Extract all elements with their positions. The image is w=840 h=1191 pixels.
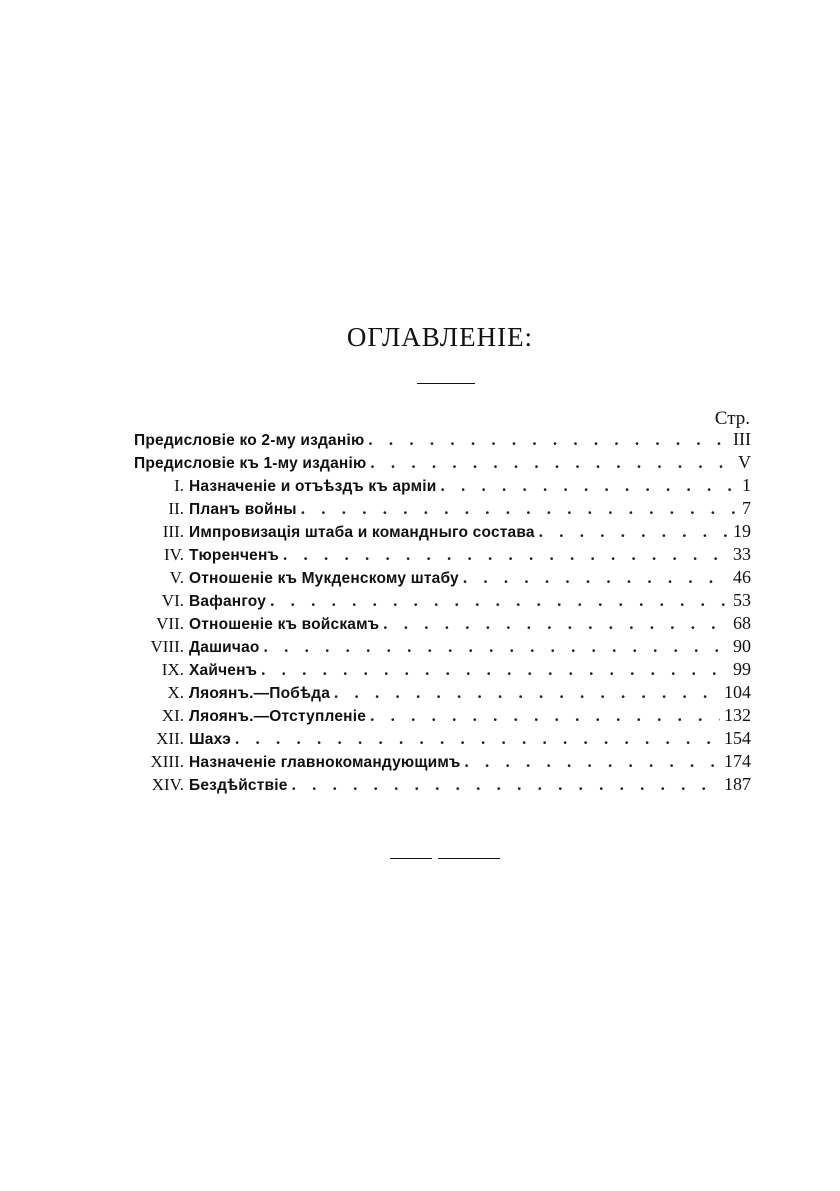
toc-entry-chapter-9: [134, 658, 751, 681]
toc-entry-label: Бездѣйствіе: [189, 777, 288, 794]
dot-leader: [368, 428, 729, 451]
closing-rule-gap: [432, 856, 438, 861]
toc-entry-page: 46: [733, 567, 751, 587]
dot-leader: [383, 612, 729, 635]
toc-entry-label: Предисловіе къ 1-му изданію: [134, 455, 367, 472]
toc-entry-page: 174: [724, 751, 751, 771]
toc-entry-number: II.: [168, 499, 184, 518]
dot-leader: [283, 543, 729, 566]
dot-leader: [539, 520, 729, 543]
toc-entry-page: III: [733, 429, 751, 449]
toc-entry-number: IX.: [161, 660, 184, 679]
toc-entry-page: 90: [733, 636, 751, 656]
dot-leader: [334, 681, 720, 704]
toc-entry-chapter-13: [134, 750, 751, 773]
toc-entry-chapter-12: [134, 727, 751, 750]
toc-entry-page: 104: [724, 682, 751, 702]
page-column-label: Стр.: [714, 408, 750, 429]
dot-leader: [261, 658, 729, 681]
toc-entry-label: Ляоянъ.—Отступленіе: [189, 708, 367, 725]
toc-entry-chapter-2: [134, 497, 751, 520]
toc-entry-page: 53: [733, 590, 751, 610]
toc-entry-number: XIV.: [151, 775, 184, 794]
toc-entry-page: 68: [733, 613, 751, 633]
toc-entry-number: XII.: [156, 729, 184, 748]
toc-entry-page: V: [738, 452, 751, 472]
toc-entry-label: Назначеніе и отъѣздъ къ арміи: [189, 478, 437, 495]
toc-entry-label: Назначеніе главнокомандующимъ: [189, 754, 461, 771]
toc-entry-preface-2: [134, 428, 751, 451]
toc-entry-number: IV.: [164, 545, 184, 564]
dot-leader: [264, 635, 729, 658]
toc-entry-page: 187: [724, 774, 751, 794]
toc-entry-number: VI.: [161, 591, 184, 610]
toc-entry-label: Импровизація штаба и командныго состава: [189, 524, 535, 541]
toc-entry-chapter-4: [134, 543, 751, 566]
closing-rule: [390, 858, 500, 859]
toc-entry-chapter-1: [134, 474, 751, 497]
toc-entry-number: XIII.: [150, 752, 184, 771]
toc-entry-label: Ляоянъ.—Побѣда: [189, 685, 331, 702]
page-title: ОГЛАВЛЕНІЕ:: [346, 322, 534, 352]
toc-entry-page: 19: [733, 521, 751, 541]
toc-entry-label: Шахэ: [189, 731, 231, 748]
toc-entry-label: Отношеніе къ Мукденскому штабу: [189, 570, 459, 587]
dot-leader: [463, 566, 729, 589]
dot-leader: [465, 750, 720, 773]
toc-entry-chapter-14: [134, 773, 751, 796]
toc-entry-label: Тюренченъ: [189, 547, 280, 564]
dot-leader: [301, 497, 738, 520]
table-of-contents: [134, 428, 751, 796]
toc-entry-number: XI.: [161, 706, 184, 725]
toc-entry-page: 1: [742, 475, 751, 495]
toc-entry-preface-1: [134, 451, 751, 474]
toc-entry-label: Дашичао: [189, 639, 260, 656]
toc-entry-number: X.: [167, 683, 184, 702]
toc-entry-label: Хайченъ: [189, 662, 258, 679]
toc-entry-chapter-7: [134, 612, 751, 635]
toc-entry-number: V.: [169, 568, 184, 587]
toc-entry-chapter-8: [134, 635, 751, 658]
toc-entry-chapter-3: [134, 520, 751, 543]
toc-entry-page: 7: [742, 498, 751, 518]
toc-entry-page: 33: [733, 544, 751, 564]
dot-leader: [370, 451, 734, 474]
dot-leader: [270, 589, 729, 612]
dot-leader: [235, 727, 720, 750]
toc-entry-chapter-11: [134, 704, 751, 727]
toc-entry-chapter-5: [134, 566, 751, 589]
toc-entry-label: Планъ войны: [189, 501, 297, 518]
toc-entry-number: I.: [174, 476, 184, 495]
title-divider: [417, 383, 475, 384]
toc-entry-page: 132: [724, 705, 751, 725]
toc-entry-label: Отношеніе къ войскамъ: [189, 616, 380, 633]
toc-entry-chapter-6: [134, 589, 751, 612]
toc-entry-number: VIII.: [150, 637, 184, 656]
dot-leader: [441, 474, 738, 497]
dot-leader: [292, 773, 720, 796]
toc-entry-number: VII.: [156, 614, 184, 633]
toc-entry-label: Вафангоу: [189, 593, 267, 610]
toc-entry-chapter-10: [134, 681, 751, 704]
dot-leader: [370, 704, 720, 727]
toc-entry-label: Предисловіе ко 2-му изданію: [134, 432, 365, 449]
toc-entry-page: 99: [733, 659, 751, 679]
toc-entry-number: III.: [162, 522, 184, 541]
toc-entry-page: 154: [724, 728, 751, 748]
